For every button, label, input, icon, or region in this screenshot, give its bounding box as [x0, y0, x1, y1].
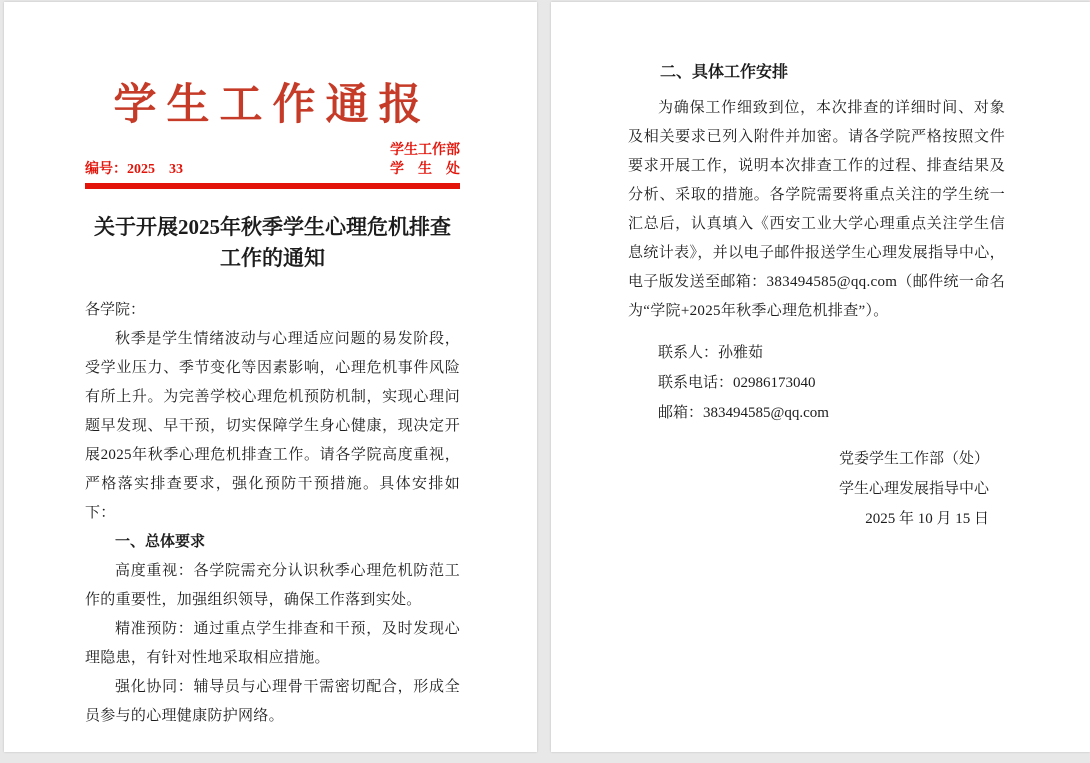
paragraph-intro: 秋季是学生情绪波动与心理适应问题的易发阶段，受学业压力、季节变化等因素影响，心理危机事件风险有所上升。为完善学校心理危机预防机制，实现心理问题早发现、早干预，切实保障学生身心健康，现决定开展2025年秋季心理危机排查工作。请各学院高度重视，严格落实排查要求，强化预防干预措施。具体安排如下：	[85, 331, 460, 522]
page-2	[551, 2, 1090, 752]
page-1	[4, 2, 537, 752]
document-title-line-2: 工作的通知	[220, 246, 325, 271]
paragraph-emphasis: 高度重视：各学院需充分认识秋季心理危机防范工作的重要性，加强组织领导，确保工作落到实处。	[85, 563, 460, 609]
contact-email: 邮箱：383494585@qq.com	[658, 405, 829, 421]
section-heading-2: 二、具体工作安排	[660, 64, 789, 81]
paragraph-arrangement: 为确保工作细致到位，本次排查的详细时间、对象及相关要求已列入附件并加密。请各学院严格按照文件要求开展工作，说明本次排查工作的过程、排查结果及分析、采取的措施。各学院需要将重点关注的学生统一汇总后，认真填入《西安工业大学心理重点关注学生信息统计表》，并以电子邮件报送学生心理发展指导中心，电子版发送至邮箱：383494585@qq.com（邮件统一命名为“学院+2025年秋季心理危机排查”）。	[628, 100, 1005, 319]
contact-block	[658, 338, 1005, 428]
issuing-departments	[390, 141, 460, 179]
bulletin-masthead: 学生工作通报	[113, 82, 432, 129]
document-title-line-1: 关于开展2025年秋季学生心理危机排查	[94, 215, 451, 240]
contact-person: 联系人：孙雅茹	[658, 345, 764, 361]
signature-block	[628, 444, 1005, 534]
signature-dept-2: 学生心理发展指导中心	[838, 481, 989, 497]
contact-phone: 联系电话：02986173040	[658, 375, 816, 391]
red-divider-rule	[85, 183, 460, 189]
dept-line-2: 学 生 处	[390, 162, 460, 178]
paragraph-precision: 精准预防：通过重点学生排查和干预，及时发现心理隐患，有针对性地采取相应措施。	[85, 621, 460, 667]
signature-dept-1: 党委学生工作部（处）	[838, 451, 989, 467]
salutation: 各学院：	[85, 302, 146, 319]
paragraph-coordination: 强化协同：辅导员与心理骨干需密切配合，形成全员参与的心理健康防护网络。	[85, 679, 460, 725]
signature-date: 2025 年 10 月 15 日	[865, 511, 989, 527]
masthead-meta-row	[85, 141, 460, 179]
issue-number: 编号：2025 33	[85, 162, 183, 178]
document-title	[85, 212, 460, 274]
dept-line-1: 学生工作部	[390, 143, 460, 159]
section-heading-1: 一、总体要求	[115, 534, 206, 551]
